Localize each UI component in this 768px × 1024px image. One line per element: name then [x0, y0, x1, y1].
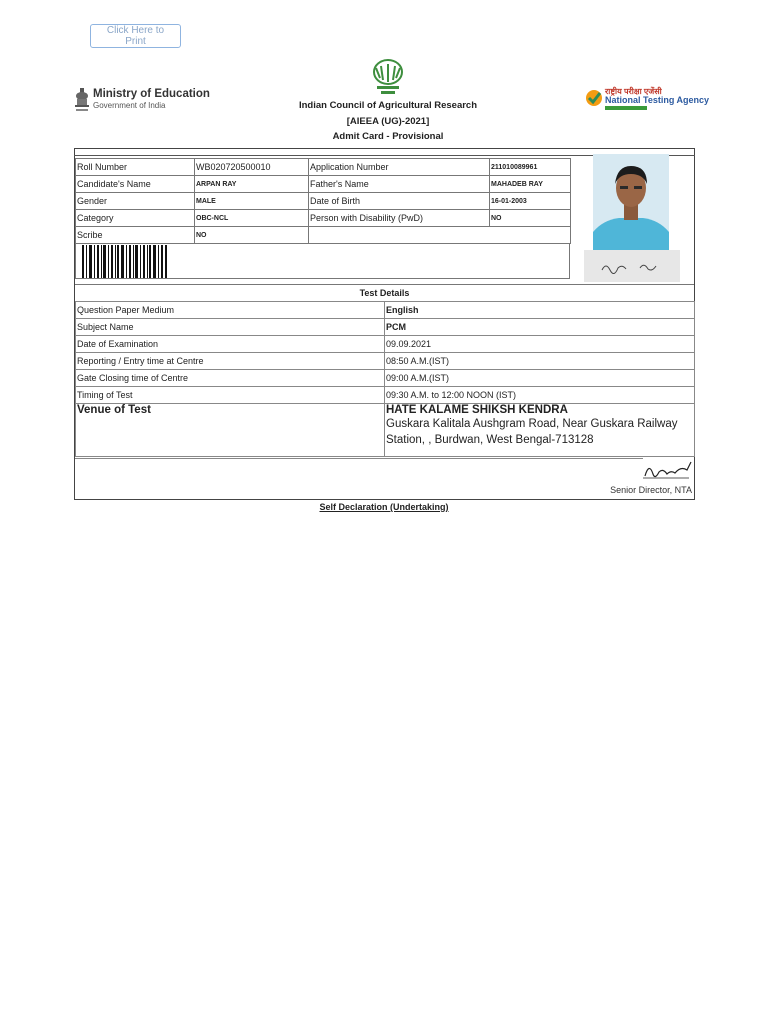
table-row [76, 404, 695, 457]
detail-label: Reporting / Entry time at Centre [76, 353, 385, 370]
exam-title: [AIEEA (UG)-2021] [346, 116, 430, 127]
dob-value: 16-01-2003 [490, 193, 571, 210]
table-row [76, 319, 695, 336]
ministry-logo [73, 86, 210, 114]
category-value: OBC-NCL [195, 210, 309, 227]
venue-label: Venue of Test [76, 404, 385, 457]
detail-value: English [385, 302, 695, 319]
signature-divider [75, 458, 643, 459]
detail-value: 09.09.2021 [385, 336, 695, 353]
candidate-name-value: ARPAN RAY [195, 176, 309, 193]
candidate-signature [584, 250, 680, 282]
application-number-value: 211010089961 [490, 159, 571, 176]
detail-value: 09:30 A.M. to 12:00 NOON (IST) [385, 387, 695, 404]
candidate-details-table [75, 158, 571, 244]
nta-tagline-bar [605, 106, 647, 110]
nta-tick-icon [585, 89, 603, 107]
signatory-title: Senior Director, NTA [610, 485, 692, 495]
nta-english-name: National Testing Agency [605, 95, 710, 105]
detail-label: Timing of Test [76, 387, 385, 404]
empty-cell [309, 227, 490, 244]
category-label: Category [76, 210, 195, 227]
detail-label: Subject Name [76, 319, 385, 336]
nta-hindi-name: राष्ट्रीय परीक्षा एजेंसी [605, 87, 662, 96]
roll-number-value: WB020720500010 [195, 159, 309, 176]
scribe-value: NO [195, 227, 309, 244]
detail-value: 09:00 A.M.(IST) [385, 370, 695, 387]
nta-logo [585, 86, 710, 112]
table-row [76, 193, 571, 210]
barcode-icon [82, 245, 168, 278]
test-details-table [75, 301, 695, 457]
father-name-value: MAHADEB RAY [490, 176, 571, 193]
print-button[interactable]: Click Here to Print [90, 24, 181, 48]
pwd-value: NO [490, 210, 571, 227]
pwd-label: Person with Disability (PwD) [309, 210, 490, 227]
gender-value: MALE [195, 193, 309, 210]
table-row [76, 302, 695, 319]
scribe-label: Scribe [76, 227, 195, 244]
venue-address: Guskara Kalitala Aushgram Road, Near Guskara Railway Station, , Burdwan, West Bengal-713128 [386, 418, 678, 446]
father-name-label: Father's Name [309, 176, 490, 193]
dob-label: Date of Birth [309, 193, 490, 210]
candidate-name-label: Candidate's Name [76, 176, 195, 193]
detail-value: PCM [385, 319, 695, 336]
table-row [76, 353, 695, 370]
application-number-label: Application Number [309, 159, 490, 176]
table-row [76, 210, 571, 227]
table-row [76, 176, 571, 193]
detail-value: 08:50 A.M.(IST) [385, 353, 695, 370]
table-row [76, 159, 571, 176]
test-details-title: Test Details [75, 284, 694, 302]
national-emblem-icon [73, 86, 91, 114]
self-declaration-heading: Self Declaration (Undertaking) [319, 502, 449, 512]
detail-label: Date of Examination [76, 336, 385, 353]
venue-name: HATE KALAME SHIKSH KENDRA [386, 404, 568, 416]
table-row [76, 336, 695, 353]
venue-value [385, 404, 695, 457]
table-row [76, 227, 571, 244]
ministry-title: Ministry of Education [93, 88, 210, 100]
organization-title: Indian Council of Agricultural Research [298, 100, 478, 111]
detail-label: Gate Closing time of Centre [76, 370, 385, 387]
ministry-subtitle: Government of India [93, 101, 166, 110]
admit-card-title: Admit Card - Provisional [332, 131, 444, 142]
candidate-photo [593, 154, 669, 250]
table-row [76, 370, 695, 387]
director-signature [641, 458, 693, 482]
detail-label: Question Paper Medium [76, 302, 385, 319]
roll-number-label: Roll Number [76, 159, 195, 176]
gender-label: Gender [76, 193, 195, 210]
empty-cell [490, 227, 571, 244]
icar-logo-icon [369, 58, 407, 96]
table-row [76, 387, 695, 404]
